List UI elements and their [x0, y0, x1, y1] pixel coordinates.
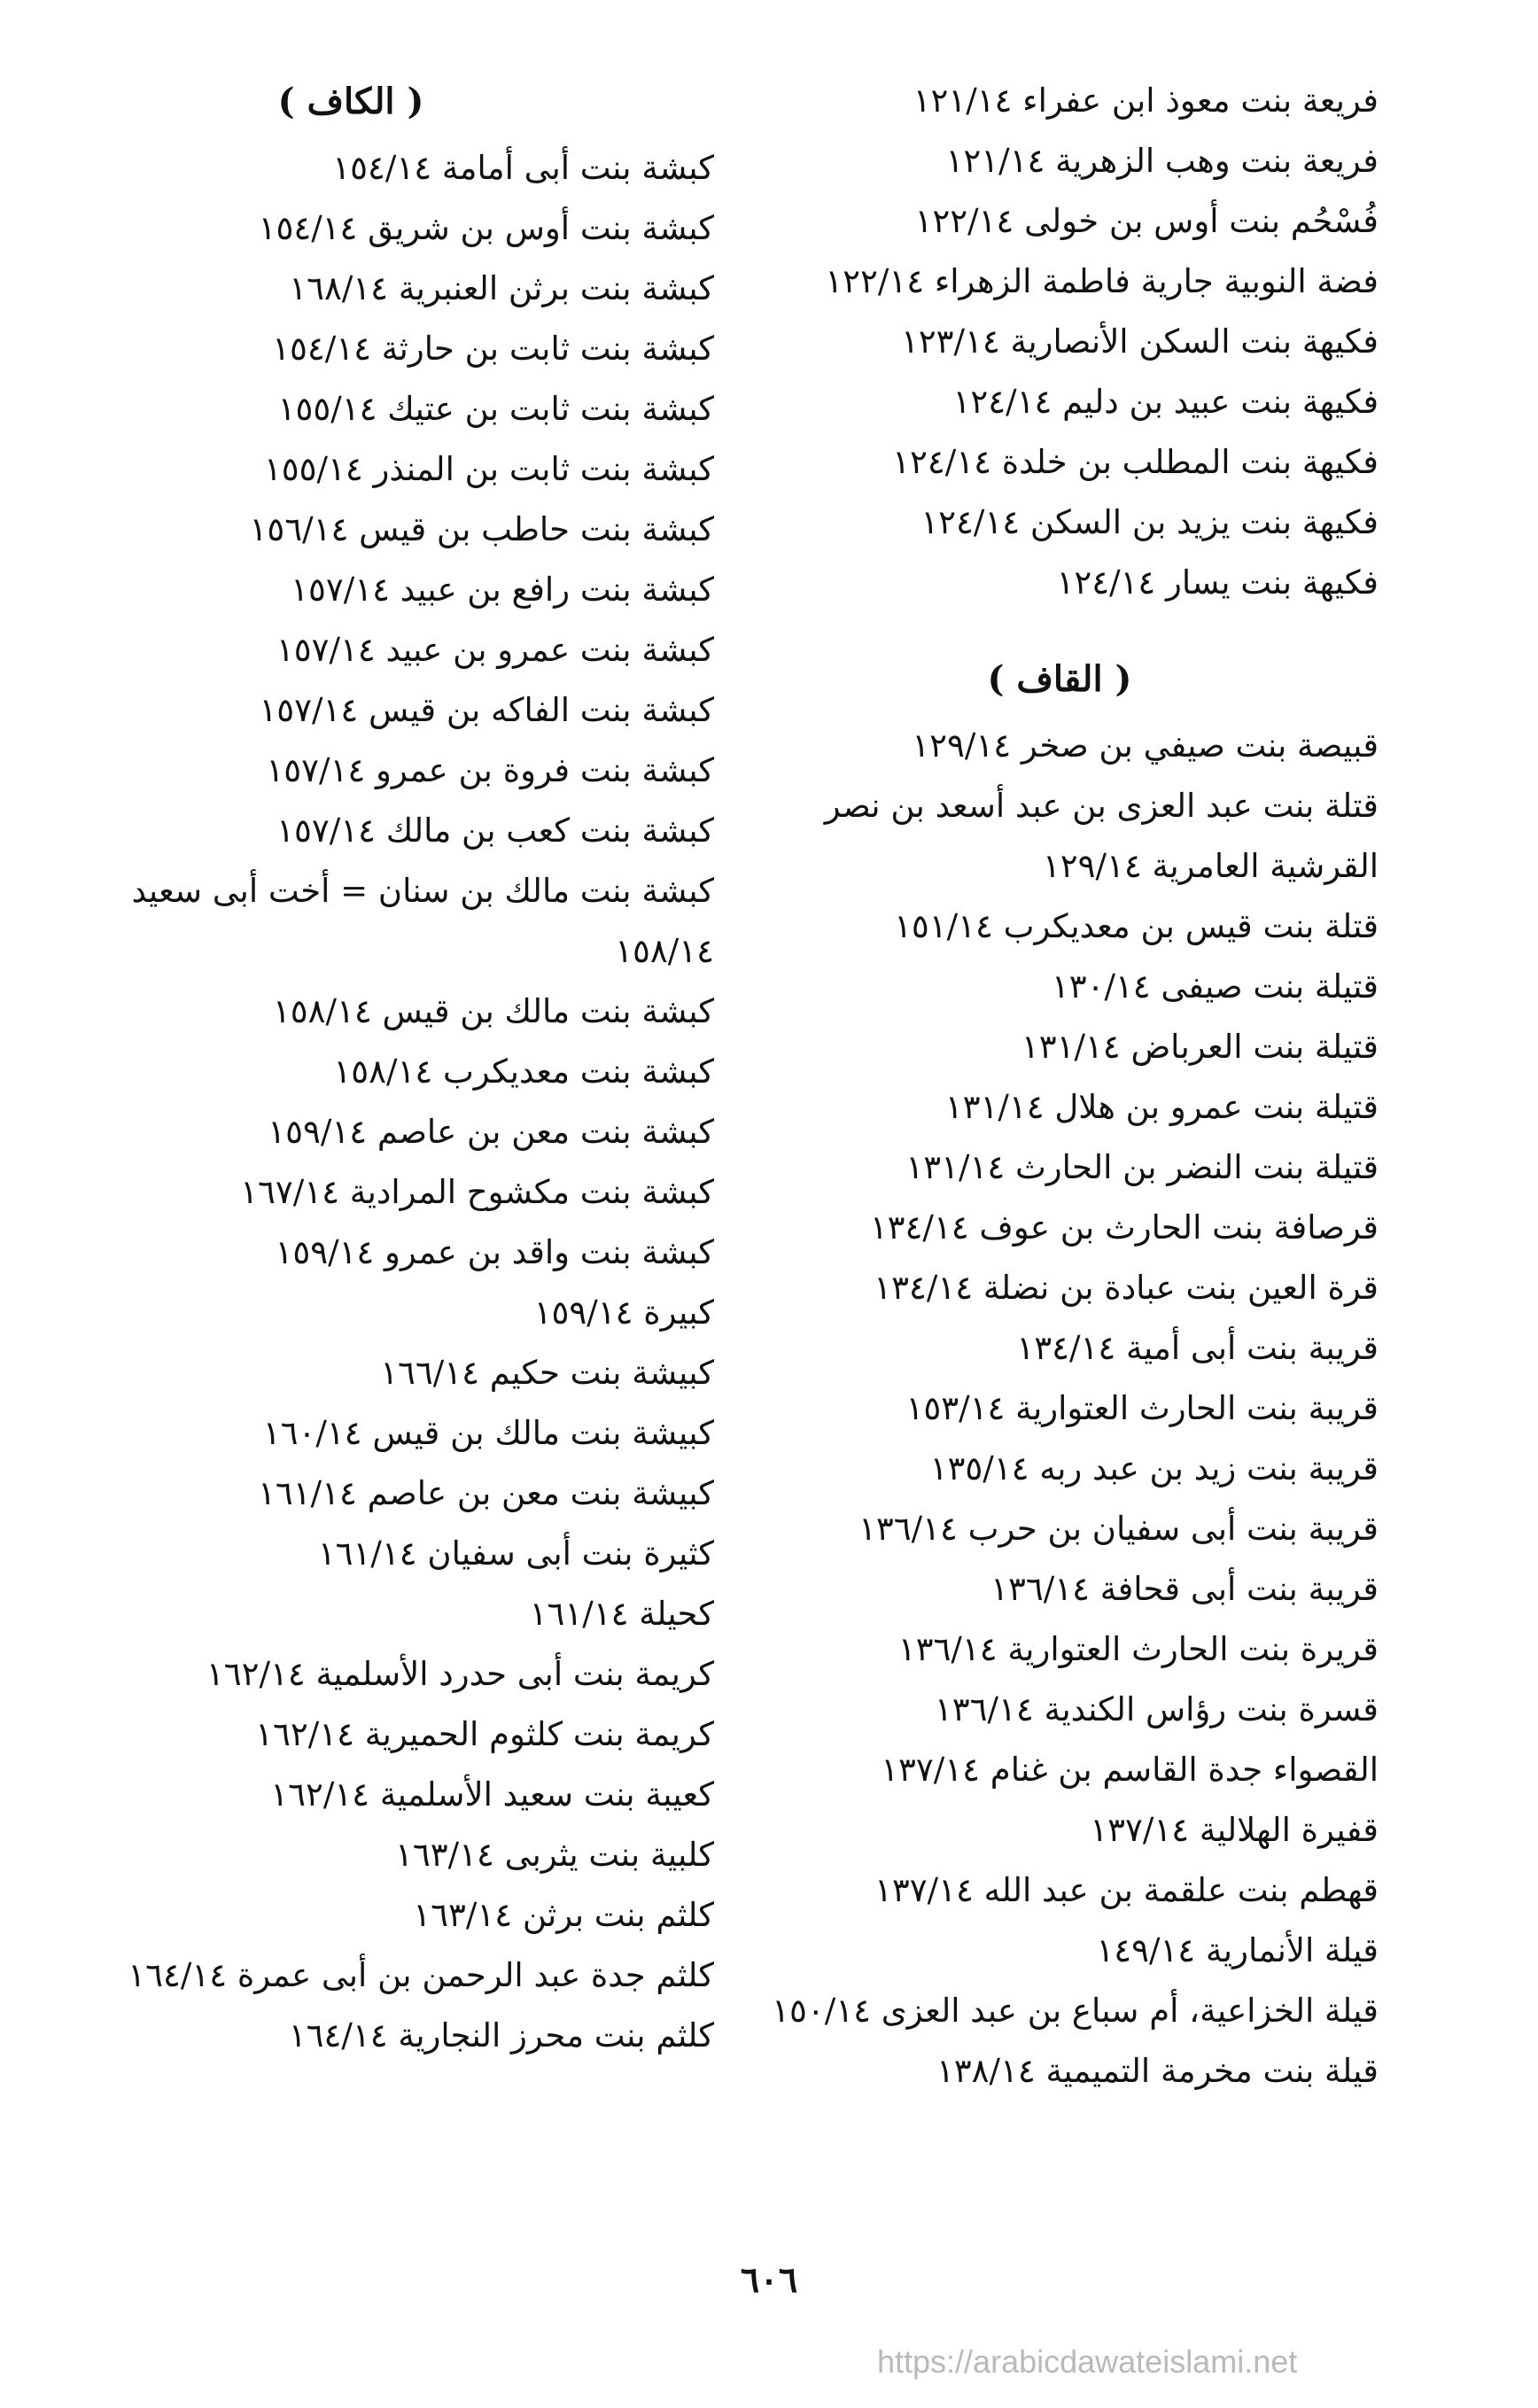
index-entry: القصواء جدة القاسم بن غنام ١٣٧/١٤	[881, 1751, 1379, 1789]
index-entry: كبشة بنت أوس بن شريق ١٥٤/١٤	[258, 209, 714, 247]
section-heading-qaf: ( القاف )	[987, 658, 1132, 700]
index-entry: قيلة الأنمارية ١٤٩/١٤	[1096, 1931, 1379, 1969]
index-entry: فريعة بنت وهب الزهرية ١٢١/١٤	[945, 142, 1379, 180]
index-entry: قهطم بنت علقمة بن عبد الله ١٣٧/١٤	[874, 1871, 1379, 1909]
index-entry: قبيصة بنت صيفي بن صخر ١٢٩/١٤	[912, 726, 1379, 765]
index-entry: كحيلة ١٦١/١٤	[529, 1595, 714, 1633]
index-entry: قتلة بنت قيس بن معديكرب ١٥١/١٤	[894, 907, 1379, 945]
index-entry: قرصافة بنت الحارث بن عوف ١٣٤/١٤	[869, 1208, 1379, 1247]
index-entry: كبشة بنت برثن العنبرية ١٦٨/١٤	[289, 269, 714, 307]
page-number: ٦٠٦	[740, 2259, 798, 2301]
index-entry: كبشة بنت أبى أمامة ١٥٤/١٤	[332, 149, 714, 187]
index-entry: قيلة الخزاعية، أم سباع بن عبد العزى ١٥٠/١٤	[772, 1992, 1379, 2030]
index-entry: كريمة بنت أبى حدرد الأسلمية ١٦٢/١٤	[206, 1655, 714, 1693]
index-entry: كبشة بنت مالك بن قيس ١٥٨/١٤	[272, 992, 714, 1030]
index-entry: كلثم جدة عبد الرحمن بن أبى عمرة ١٦٤/١٤	[128, 1956, 714, 1994]
index-entry: قيلة بنت مخرمة التميمية ١٣٨/١٤	[936, 2052, 1379, 2090]
index-entry: قفيرة الهلالية ١٣٧/١٤	[1090, 1811, 1379, 1849]
index-entry: فكيهة بنت السكن الأنصارية ١٢٣/١٤	[900, 322, 1379, 361]
index-entry: كبشة بنت حاطب بن قيس ١٥٦/١٤	[249, 510, 714, 548]
index-entry: كبشة بنت مكشوح المرادية ١٦٧/١٤	[240, 1173, 714, 1211]
index-entry: قتلة بنت عبد العزى بن عبد أسعد بن نصر القرشية العامرية ١٢٩/١٤	[824, 787, 1379, 885]
index-entry: كبشة بنت ثابت بن المنذر ١٥٥/١٤	[263, 450, 714, 488]
index-entry: قتيلة بنت عمرو بن هلال ١٣١/١٤	[944, 1088, 1379, 1126]
index-entry: كبشة بنت مالك بن سنان = أخت أبى سعيد ١٥٨/١٤	[131, 872, 714, 970]
index-entry: فكيهة بنت يزيد بن السكن ١٢٤/١٤	[920, 503, 1379, 541]
index-entry: قريبة بنت الحارث العتوارية ١٥٣/١٤	[905, 1389, 1379, 1427]
index-entry: قريبة بنت أبى قحافة ١٣٦/١٤	[990, 1570, 1379, 1608]
index-entry: قريبة بنت أبى أمية ١٣٤/١٤	[1016, 1329, 1379, 1367]
index-entry: كثيرة بنت أبى سفيان ١٦١/١٤	[317, 1534, 714, 1573]
index-entry: قتيلة بنت النضر بن الحارث ١٣١/١٤	[905, 1148, 1379, 1186]
index-entry: كبشة بنت ثابت بن عتيك ١٥٥/١٤	[277, 390, 714, 428]
index-entry: كبيشة بنت حكيم ١٦٦/١٤	[380, 1354, 714, 1392]
index-entry: قريبة بنت زيد بن عبد ربه ١٣٥/١٤	[929, 1449, 1379, 1488]
index-entry: كعيبة بنت سعيد الأسلمية ١٦٢/١٤	[270, 1775, 714, 1814]
index-entry: فكيهة بنت يسار ١٢٤/١٤	[1056, 563, 1379, 602]
index-entry: قسرة بنت رؤاس الكندية ١٣٦/١٤	[934, 1690, 1379, 1728]
index-entry: قريبة بنت أبى سفيان بن حرب ١٣٦/١٤	[858, 1510, 1379, 1548]
index-entry: كريمة بنت كلثوم الحميرية ١٦٢/١٤	[255, 1715, 714, 1753]
left-column	[0, 71, 714, 2066]
right-column	[741, 71, 1379, 2101]
index-entry: قرة العين بنت عبادة بن نضلة ١٣٤/١٤	[874, 1269, 1379, 1307]
index-entry: كلثم بنت محرز النجارية ١٦٤/١٤	[288, 2016, 714, 2055]
watermark-url: https://arabicdawateislami.net	[877, 2343, 1298, 2380]
index-entry: كلبية بنت يثربى ١٦٣/١٤	[395, 1836, 714, 1874]
index-entry: فريعة بنت معوذ ابن عفراء ١٢١/١٤	[913, 82, 1379, 120]
index-entry: كبشة بنت فروة بن عمرو ١٥٧/١٤	[266, 751, 714, 789]
index-entry: كبشة بنت معن بن عاصم ١٥٩/١٤	[268, 1113, 714, 1151]
index-entry: كبشة بنت الفاكه بن قيس ١٥٧/١٤	[259, 691, 714, 729]
section-heading-kaf: ( الكاف )	[277, 81, 424, 122]
index-entry: فكيهة بنت المطلب بن خلدة ١٢٤/١٤	[892, 443, 1379, 481]
index-entry: كبشة بنت عمرو بن عبيد ١٥٧/١٤	[276, 631, 714, 669]
index-entry: قريرة بنت الحارث العتوارية ١٣٦/١٤	[897, 1630, 1379, 1668]
index-entry: كلثم بنت برثن ١٦٣/١٤	[413, 1896, 714, 1934]
index-entry: فضة النوبية جارية فاطمة الزهراء ١٢٢/١٤	[825, 262, 1379, 300]
index-entry: كبيرة ١٥٩/١٤	[533, 1293, 714, 1332]
index-entry: كبيشة بنت مالك بن قيس ١٦٠/١٤	[262, 1414, 714, 1452]
index-entry: فكيهة بنت عبيد بن دليم ١٢٤/١٤	[952, 383, 1379, 421]
index-entry: كبشة بنت معديكرب ١٥٨/١٤	[333, 1053, 714, 1091]
index-entry: كبشة بنت كعب بن مالك ١٥٧/١٤	[276, 812, 714, 850]
index-entry: كبشة بنت ثابت بن حارثة ١٥٤/١٤	[272, 330, 714, 368]
index-entry: فُسْحُم بنت أوس بن خولى ١٢٢/١٤	[914, 202, 1379, 240]
index-entry: كبشة بنت رافع بن عبيد ١٥٧/١٤	[291, 571, 714, 609]
index-entry: قتيلة بنت العرباض ١٣١/١٤	[1021, 1028, 1379, 1066]
index-entry: كبشة بنت واقد بن عمرو ١٥٩/١٤	[275, 1233, 714, 1271]
index-entry: قتيلة بنت صيفى ١٣٠/١٤	[1051, 967, 1379, 1006]
index-entry: كبيشة بنت معن بن عاصم ١٦١/١٤	[258, 1474, 714, 1512]
